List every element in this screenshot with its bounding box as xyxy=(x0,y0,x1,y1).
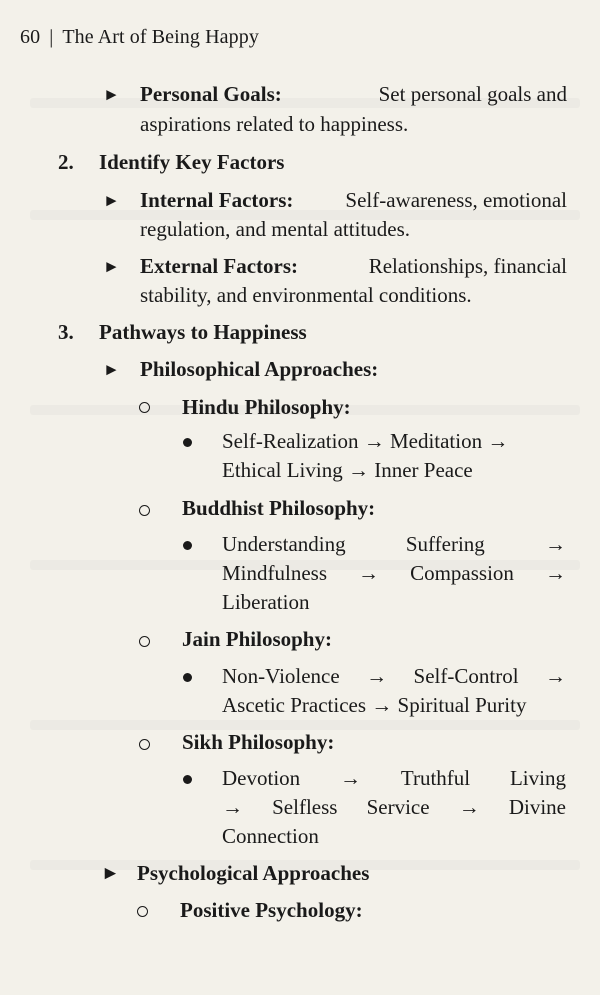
running-header xyxy=(20,26,259,49)
triangle-bullet-icon: ► xyxy=(101,863,120,884)
triangle-bullet-icon: ► xyxy=(103,257,120,276)
hollow-circle-bullet-icon xyxy=(139,505,150,516)
triangle-bullet-icon: ► xyxy=(103,360,120,379)
internal-factors-text: Self-awareness, emotional xyxy=(345,188,567,212)
section-number: 2. xyxy=(58,150,74,174)
arrow-glyph: → xyxy=(545,532,566,556)
internal-factors-line1 xyxy=(140,186,567,215)
word: Selfless xyxy=(272,795,338,819)
book-title: The Art of Being Happy xyxy=(62,26,259,48)
buddhist-philosophy-line2 xyxy=(222,559,566,588)
word: Compassion xyxy=(410,561,514,585)
word: Truthful xyxy=(400,766,471,790)
word: Suffering xyxy=(405,532,485,556)
word: Self-Control xyxy=(413,664,519,688)
internal-factors-line2: regulation, and mental attitudes. xyxy=(140,217,411,241)
sikh-philosophy-line1 xyxy=(222,764,566,793)
external-factors-label: External Factors: xyxy=(140,254,299,278)
hindu-philosophy-title: Hindu Philosophy: xyxy=(182,395,351,419)
sikh-philosophy-line2 xyxy=(222,793,566,822)
jain-philosophy-line2: Ascetic Practices → Spiritual Purity xyxy=(222,693,527,717)
personal-goals-text: Set personal goals and xyxy=(378,82,567,106)
jain-philosophy-line1 xyxy=(222,662,566,691)
triangle-bullet-icon: ► xyxy=(103,191,120,210)
header-separator: | xyxy=(49,26,54,48)
buddhist-philosophy-line1 xyxy=(222,530,566,559)
personal-goals-line1 xyxy=(140,80,567,109)
hindu-philosophy-line1: Self-Realization → Meditation → xyxy=(222,429,509,453)
word: Devotion xyxy=(222,766,301,790)
arrow-glyph: → xyxy=(340,766,362,790)
hollow-circle-bullet-icon xyxy=(139,402,150,413)
page-number: 60 xyxy=(20,26,41,48)
word: Non-Violence xyxy=(222,664,340,688)
arrow-glyph: → xyxy=(458,795,480,819)
section-title: Pathways to Happiness xyxy=(99,320,307,344)
positive-psychology-title: Positive Psychology: xyxy=(180,898,363,922)
word: Divine xyxy=(508,795,566,819)
buddhist-philosophy-title: Buddhist Philosophy: xyxy=(182,496,376,520)
external-factors-line1 xyxy=(140,252,567,281)
word: Mindfulness xyxy=(222,561,327,585)
personal-goals-line2: aspirations related to happiness. xyxy=(140,112,409,136)
filled-dot-bullet-icon xyxy=(183,541,192,550)
personal-goals-label: Personal Goals: xyxy=(140,82,282,106)
section-title: Identify Key Factors xyxy=(99,150,285,174)
philosophical-approaches-label: Philosophical Approaches: xyxy=(140,357,379,381)
jain-philosophy-title: Jain Philosophy: xyxy=(182,627,332,651)
buddhist-philosophy-line3: Liberation xyxy=(222,590,310,614)
internal-factors-label: Internal Factors: xyxy=(140,188,294,212)
word: Living xyxy=(509,766,566,790)
word: Service xyxy=(366,795,430,819)
psychological-approaches-label: Psychological Approaches xyxy=(137,861,370,885)
arrow-glyph: → xyxy=(366,664,388,688)
word: Understanding xyxy=(222,532,346,556)
arrow-glyph: → xyxy=(358,561,380,585)
external-factors-line2: stability, and environmental conditions. xyxy=(140,283,472,307)
hindu-philosophy-line2: Ethical Living → Inner Peace xyxy=(222,458,473,482)
hollow-circle-bullet-icon xyxy=(139,739,150,750)
section-number: 3. xyxy=(58,320,74,344)
arrow-glyph: → xyxy=(544,664,566,688)
filled-dot-bullet-icon xyxy=(183,673,192,682)
hollow-circle-bullet-icon xyxy=(137,906,148,917)
filled-dot-bullet-icon xyxy=(183,438,192,447)
arrow-glyph: → xyxy=(544,561,566,585)
sikh-philosophy-title: Sikh Philosophy: xyxy=(182,730,335,754)
filled-dot-bullet-icon xyxy=(183,775,192,784)
hollow-circle-bullet-icon xyxy=(139,636,150,647)
arrow-glyph: → xyxy=(222,795,243,819)
triangle-bullet-icon: ► xyxy=(103,85,120,104)
external-factors-text: Relationships, financial xyxy=(368,254,567,278)
sikh-philosophy-line3: Connection xyxy=(222,824,319,848)
